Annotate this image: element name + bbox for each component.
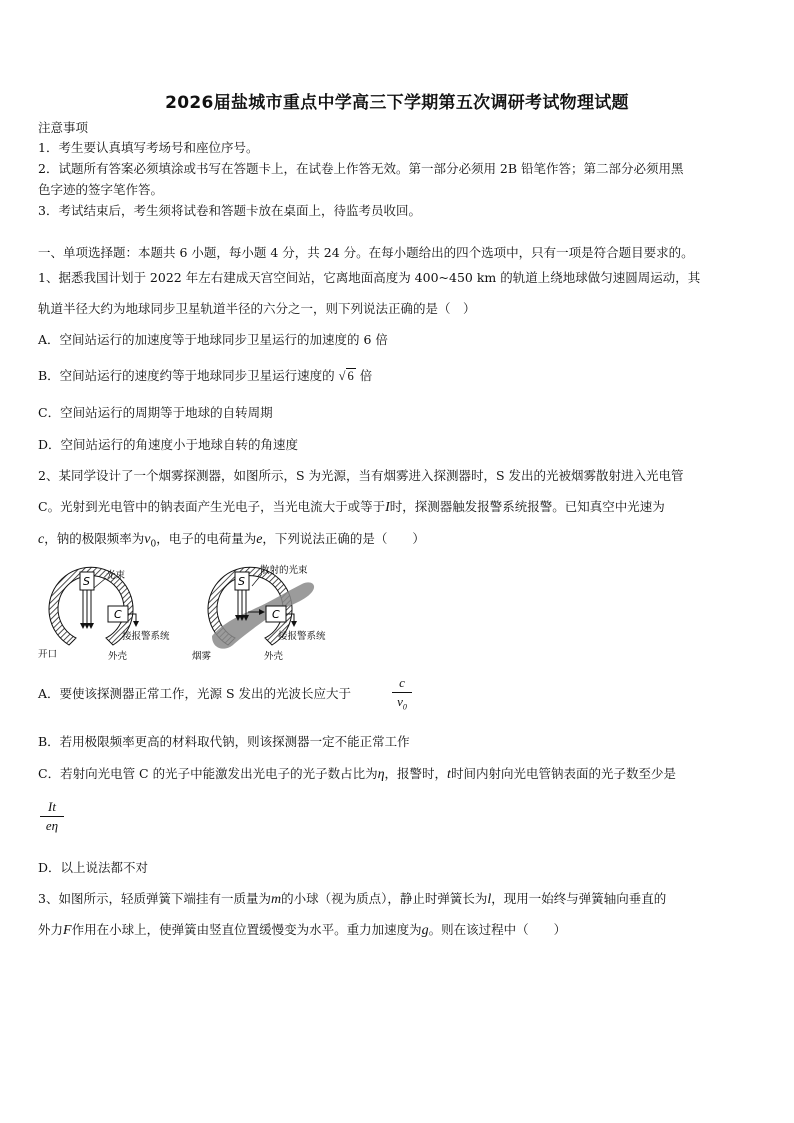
q2-stem-text: ，电子的电荷量为 <box>156 531 257 546</box>
q3-stem-text: 外力 <box>38 922 64 937</box>
q2-option-c <box>38 766 758 783</box>
q3-stem-line2 <box>38 922 758 939</box>
fraction-denominator: eη <box>45 818 59 833</box>
notice-heading: 注意事项 <box>38 120 89 135</box>
q2-option-d: D．以上说法都不对 <box>38 860 149 875</box>
label-opening-left: 开口 <box>38 649 58 660</box>
detector-right <box>192 564 326 662</box>
q1-option-d: D．空间站运行的角速度小于地球自转的角速度 <box>38 437 299 452</box>
q3-stem-text: 3、如图所示，轻质弹簧下端挂有一质量为 <box>38 891 271 906</box>
label-smoke-right: 烟雾 <box>192 651 212 662</box>
q2-stem-text: ，钠的极限频率为 <box>44 531 145 546</box>
label-alarm-right: 接报警系统 <box>278 631 326 642</box>
label-alarm-left: 接报警系统 <box>122 631 170 642</box>
sqrt-symbol: √ 6 <box>338 369 354 383</box>
fraction-bar <box>40 816 64 817</box>
q3-stem-text: 的小球（视为质点），静止时弹簧长为 <box>281 891 488 906</box>
q1-stem-line2: 轨道半径大约为地球同步卫星轨道半径的六分之一，则下列说法正确的是（ ） <box>38 301 476 316</box>
q2-stem-text: ，下列说法正确的是（ ） <box>262 531 425 546</box>
q1-option-b-suffix: 倍 <box>359 368 373 383</box>
symbol-nu: ν <box>144 532 151 547</box>
symbol-subscript: 0 <box>150 539 157 550</box>
symbol-eta: η <box>377 767 385 782</box>
q1-option-c: C．空间站运行的周期等于地球的自转周期 <box>38 405 273 420</box>
smoke-detector-figure <box>34 562 344 668</box>
symbol-g: g <box>421 923 429 938</box>
q3-stem-text: 作用在小球上，使弹簧由竖直位置缓慢变为水平。重力加速度为 <box>71 922 422 937</box>
label-c-left: C <box>114 608 122 621</box>
q2-option-c-text: C．若射向光电管 C 的光子中能激发出光电子的光子数占比为 <box>38 766 378 781</box>
q2-stem-line3 <box>38 531 758 553</box>
symbol-t: t <box>447 767 451 782</box>
q2-option-b: B．若用极限频率更高的材料取代钠，则该探测器一定不能正常工作 <box>38 734 410 749</box>
section-heading: 一、单项选择题：本题共 6 小题，每小题 4 分，共 24 分。在每小题给出的四个选项中，只有一项是符合题目要求的。 <box>38 245 694 260</box>
q1-option-b <box>38 368 758 384</box>
q2-option-a-text: A．要使该探测器正常工作，光源 S 发出的光波长应大于 <box>38 686 352 701</box>
q3-stem-text: ，现用一始终与弹簧轴向垂直的 <box>491 891 667 906</box>
label-shell-right: 外壳 <box>264 651 284 662</box>
fraction-bar <box>392 692 412 693</box>
fraction-numerator: c <box>399 675 405 690</box>
q3-stem-line1 <box>38 891 758 908</box>
q2-stem-text: C。光射到光电管中的钠表面产生光电子，当光电流大于或等于 <box>38 499 386 514</box>
notice-item-2-cont: 色字迹的签字笔作答。 <box>38 182 164 197</box>
symbol-subscript: 0 <box>402 702 407 712</box>
detector-left <box>38 567 170 662</box>
q2-stem-line1: 2、某同学设计了一个烟雾探测器，如图所示，S 为光源，当有烟雾进入探测器时，S 发出的光被烟雾散射进入光电管 <box>38 468 684 483</box>
label-beam-left: 光束 <box>106 570 126 581</box>
q2-option-c-text: 时间内射向光电管钠表面的光子数至少是 <box>450 766 676 781</box>
label-c-right: C <box>272 608 280 621</box>
symbol-e: e <box>256 532 263 547</box>
label-beam-right: 散射的光束 <box>260 565 308 576</box>
fraction-denominator <box>392 695 412 715</box>
symbol-c: c <box>38 532 45 547</box>
notice-item-1: 1．考生要认真填写考场号和座位序号。 <box>38 140 259 155</box>
fraction-it-over-eeta <box>40 800 64 833</box>
q1-option-b-text: B．空间站运行的速度约等于地球同步卫星运行速度的 <box>38 368 335 383</box>
q2-stem-text: 时，探测器触发报警系统报警。已知真空中光速为 <box>389 499 665 514</box>
symbol-current: I <box>385 500 390 515</box>
label-s-left: S <box>83 575 90 588</box>
fraction-numerator: It <box>48 799 56 814</box>
fraction-c-over-nu0 <box>392 676 412 715</box>
q2-option-c-text: ，报警时， <box>384 766 448 781</box>
symbol-nu: ν <box>397 694 403 709</box>
q2-stem-line2 <box>38 499 758 516</box>
label-shell-left: 外壳 <box>108 651 128 662</box>
label-s-right: S <box>238 575 245 588</box>
notice-item-3: 3．考试结束后，考生须将试卷和答题卡放在桌面上，待监考员收回。 <box>38 203 421 218</box>
q1-stem-line1: 1、据悉我国计划于 2022 年左右建成天宫空间站，它离地面高度为 400~450 km 的轨道上绕地球做匀速圆周运动，其 <box>38 270 701 285</box>
page-title: 2026届盐城市重点中学高三下学期第五次调研考试物理试题 <box>165 93 629 113</box>
q3-stem-text: 。则在该过程中（ ） <box>428 922 567 937</box>
symbol-m: m <box>270 892 282 907</box>
sqrt-radicand: 6 <box>347 369 354 383</box>
q1-option-a: A．空间站运行的加速度等于地球同步卫星运行的加速度的 6 倍 <box>38 332 388 347</box>
symbol-f: F <box>63 923 72 938</box>
notice-item-2: 2．试题所有答案必须填涂或书写在答题卡上，在试卷上作答无效。第一部分必须用 2B 铅笔作答；第二部分必须用黑 <box>38 161 684 176</box>
symbol-l: l <box>487 892 492 907</box>
